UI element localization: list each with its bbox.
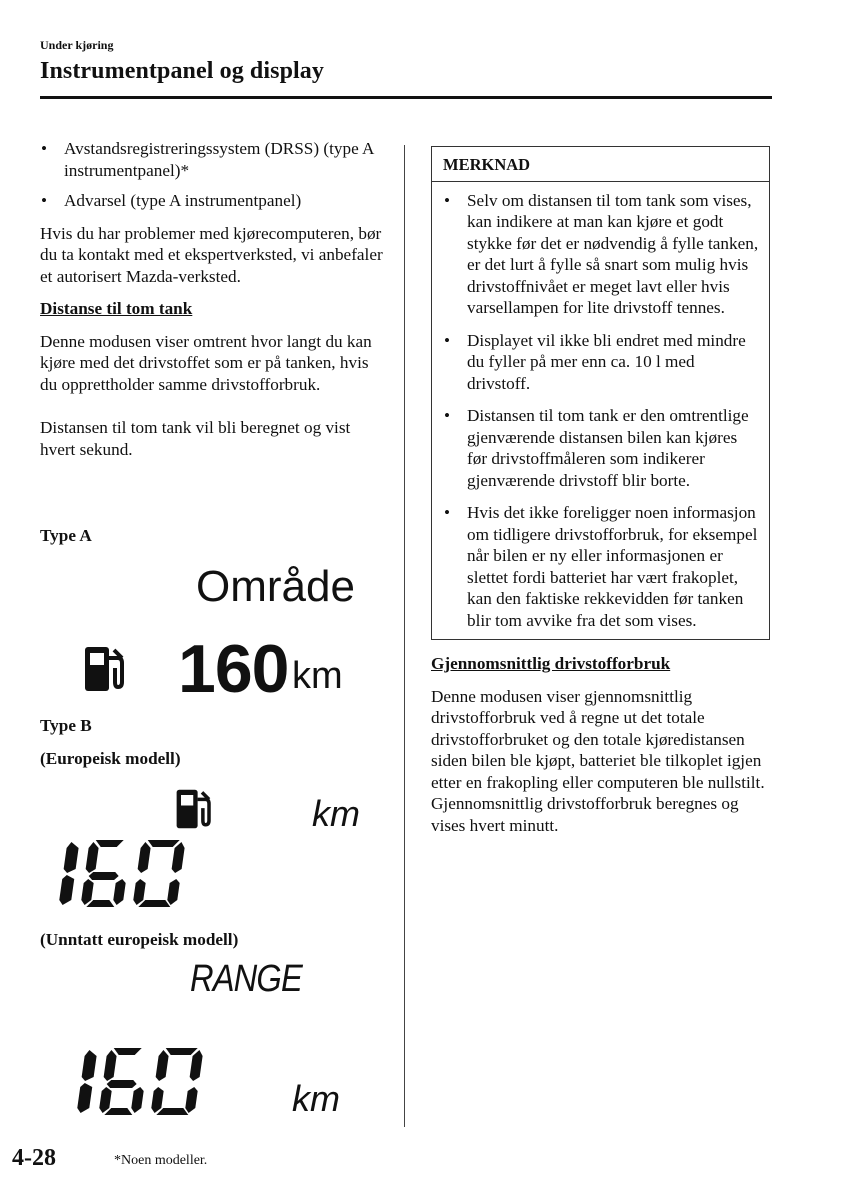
- segment-display-eu: [58, 838, 194, 908]
- type-b-other-unit: km: [292, 1078, 340, 1119]
- title-rule: [40, 96, 772, 99]
- note-list: [432, 182, 769, 640]
- type-a-label: Type A: [40, 526, 92, 545]
- page-number: 4-28: [12, 1145, 56, 1171]
- section-label: Under kjøring: [40, 38, 114, 52]
- subheading-distance: Distanse til tom tank: [40, 299, 193, 318]
- note-box: [431, 146, 770, 640]
- type-a-value: 160: [178, 631, 289, 707]
- type-a-unit: km: [292, 655, 343, 697]
- note-item: • Distansen til tom tank er den omtrentlige gjenværende distansen bilen kan kjøres før drivstoffmåleren som indikerer gjenværende drivstoff blir borte.: [443, 405, 761, 491]
- non-european-model-label: (Unntatt europeisk modell): [40, 930, 239, 949]
- note-title: MERKNAD: [432, 147, 769, 182]
- note-item: • Hvis det ikke foreligger noen informasjon om tidligere drivstofforbruk, for eksempel når bilen er ny eller informasjonen er slettet fordi batteriet har vært frakoplet, kan den faktiske rekkevidden før tanken blir tom avvike fra det som vises.: [443, 502, 761, 631]
- list-item: • Advarsel (type A instrumentpanel): [40, 190, 385, 212]
- distance-update-paragraph: Distansen til tom tank vil bli beregnet og vist hvert sekund.: [40, 418, 351, 459]
- footnote: *Noen modeller.: [114, 1153, 208, 1168]
- note-item: • Selv om distansen til tom tank som vises, kan indikere at man kan kjøre et godt stykke før det er nødvendig å fylle tanken, er det lurt å fylle så snart som mulig hvis drivstoffnivået er meget lavt eller hvis varsellampen for lite drivstoff tennes.: [443, 190, 761, 319]
- column-divider: [404, 145, 405, 1127]
- fuel-pump-icon: [174, 786, 216, 832]
- type-b-range-word: RANGE: [190, 958, 302, 1000]
- average-consumption-paragraph: Denne modusen viser gjennomsnittlig drivstofforbruk ved å regne ut det totale drivstofforbruket og den totale kjøredistansen siden bilen ble kjøpt, batteriet ble tilkoplet igjen etter en frakopling eller computeren ble nullstilt. Gjennomsnittlig drivstofforbruk beregnes og vises hvert minutt.: [431, 686, 765, 835]
- subheading-average-consumption: Gjennomsnittlig drivstofforbruk: [431, 654, 671, 673]
- distance-paragraph: Denne modusen viser omtrent hvor langt du kan kjøre med det drivstoffet som er på tanken, hvis du opprettholder samme drivstofforbruk.: [40, 331, 372, 394]
- page-title: Instrumentpanel og display: [40, 58, 324, 84]
- support-paragraph: Hvis du har problemer med kjørecomputeren, bør du ta kontakt med et ekspertverksted, vi anbefaler et autorisert Mazda-verksted.: [40, 223, 383, 286]
- european-model-label: (Europeisk modell): [40, 749, 181, 768]
- left-column: [40, 138, 385, 460]
- right-column: [431, 146, 771, 836]
- type-b-eu-unit: km: [312, 793, 360, 834]
- segment-display-other: [76, 1046, 212, 1116]
- feature-list: [40, 138, 385, 212]
- type-a-range-word: Område: [196, 562, 355, 611]
- list-item: • Avstandsregistreringssystem (DRSS) (type A instrumentpanel)*: [40, 138, 385, 181]
- type-b-label: Type B: [40, 716, 92, 735]
- fuel-pump-icon: [82, 644, 130, 694]
- note-item: • Displayet vil ikke bli endret med mindre du fyller på mer enn ca. 10 l med drivstoff.: [443, 330, 761, 395]
